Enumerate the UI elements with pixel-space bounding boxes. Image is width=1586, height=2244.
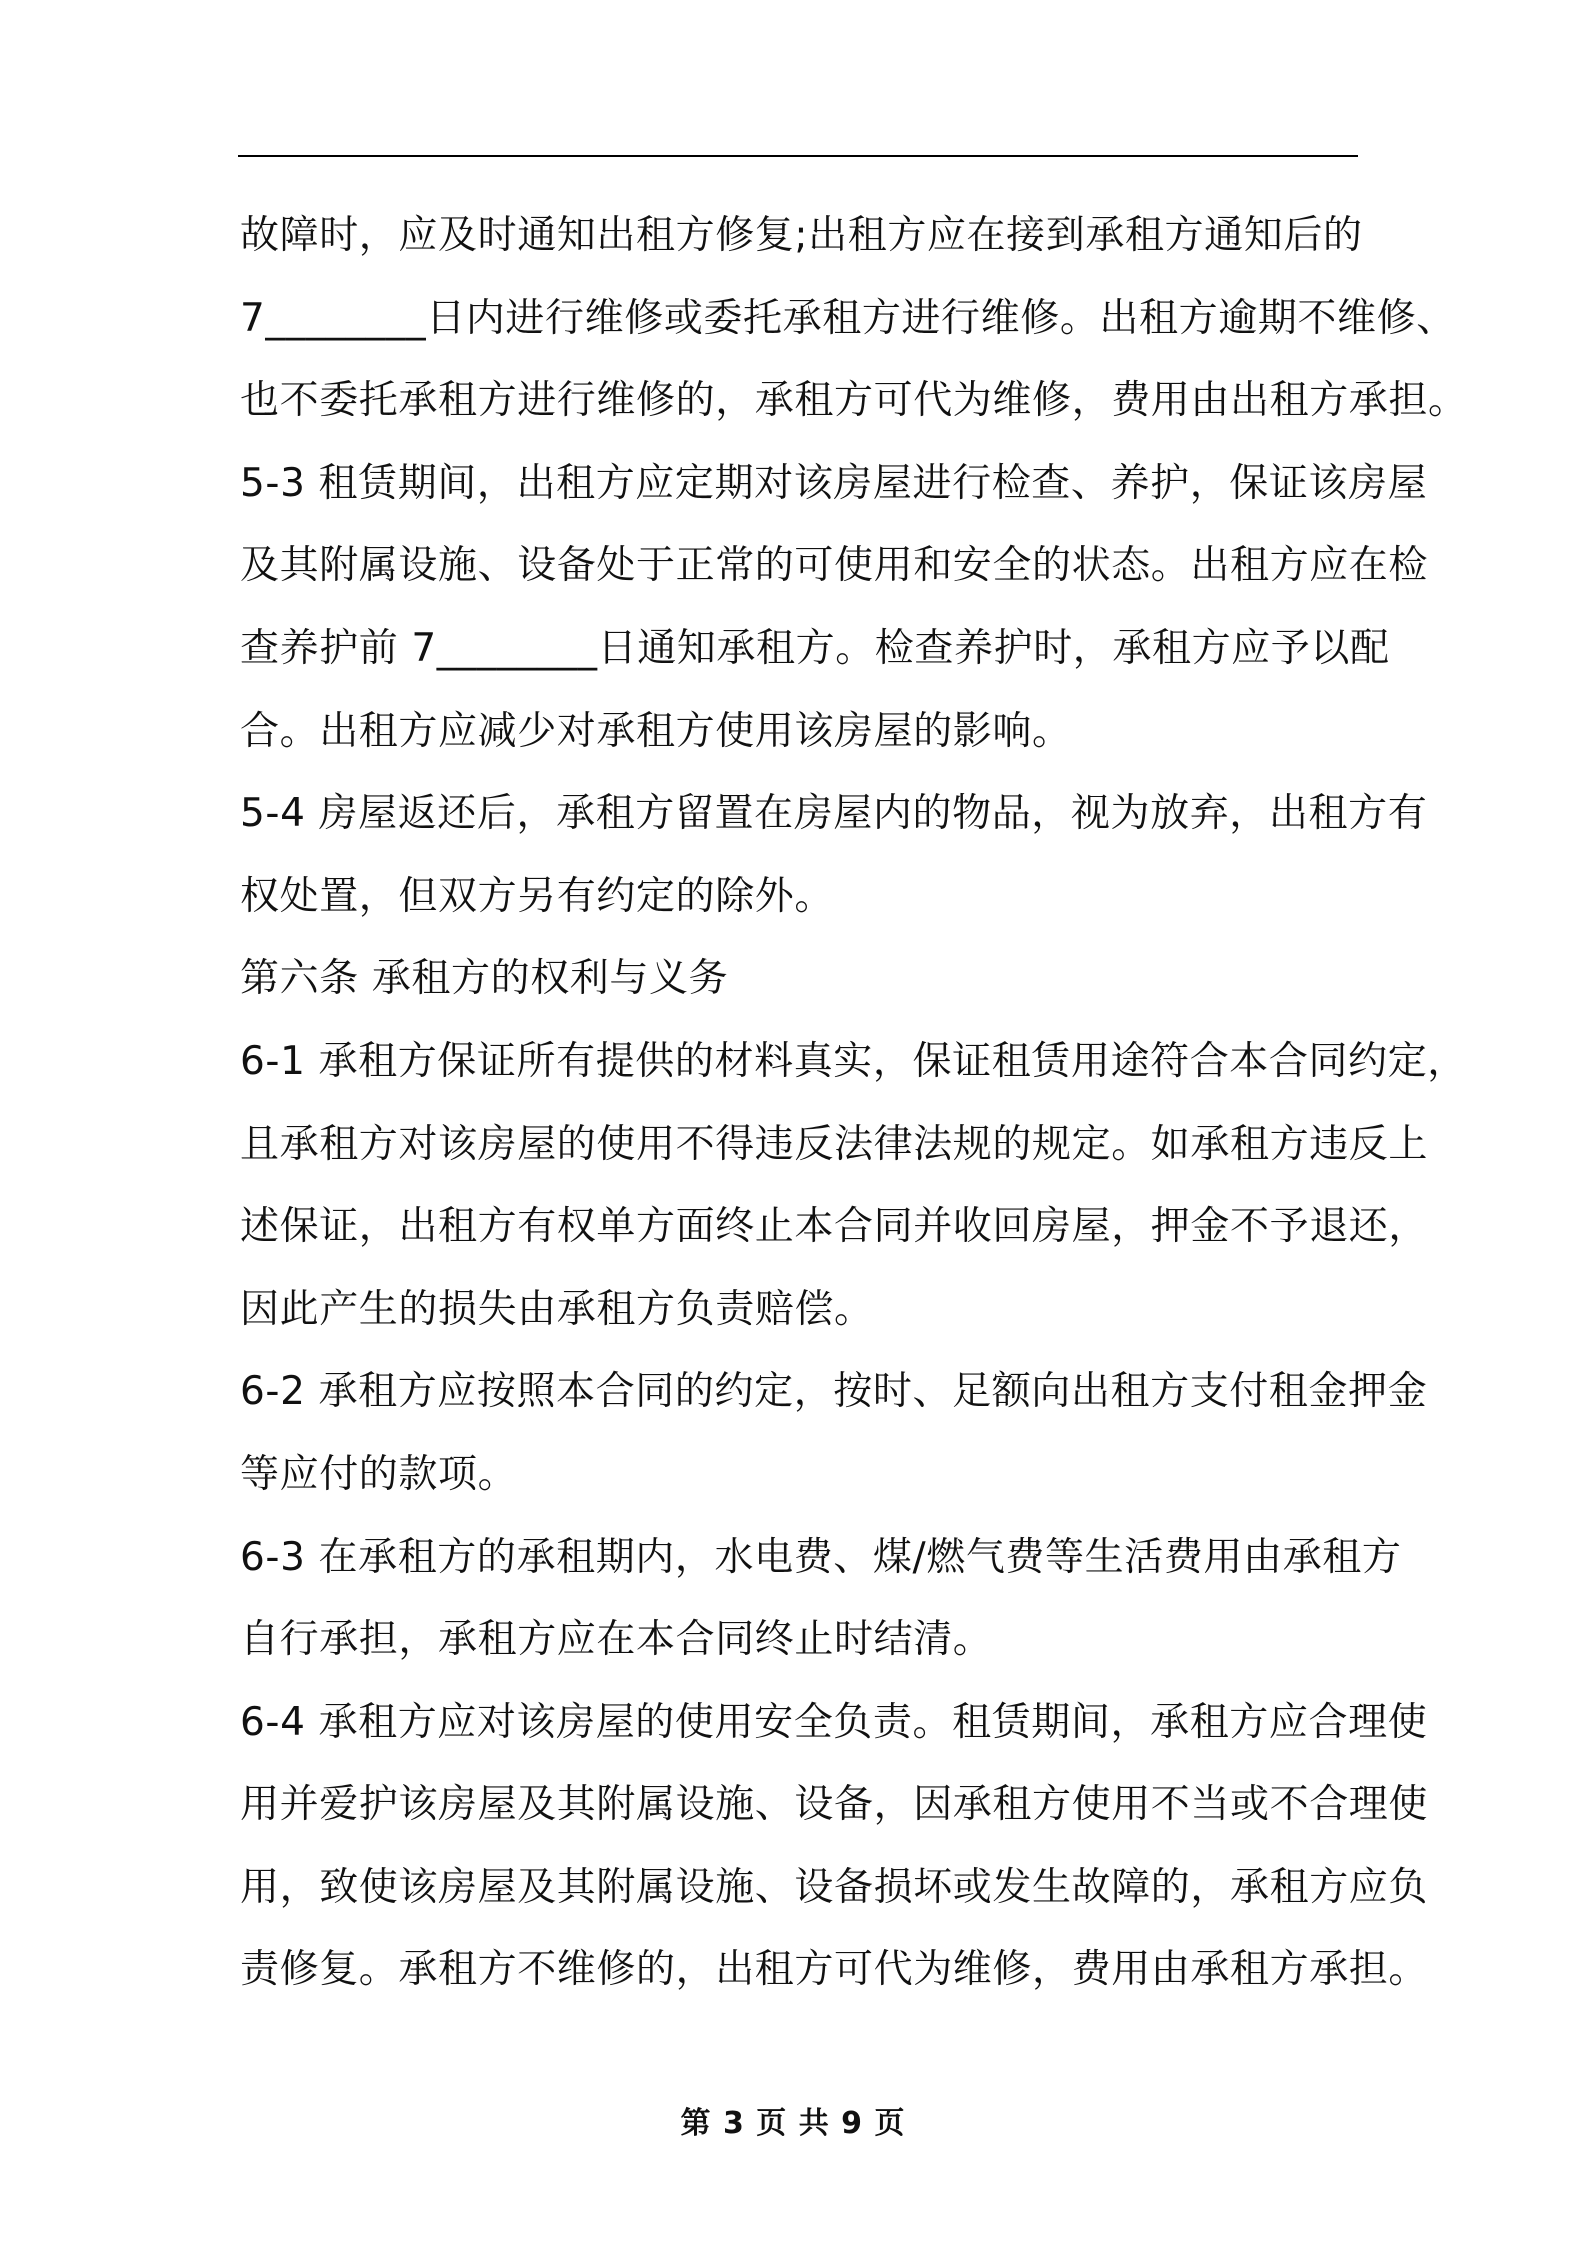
text-line: 因此产生的损失由承租方负责赔偿。 — [240, 1286, 874, 1332]
text-line: 查养护前 7________日通知承租方。检查养护时，承租方应予以配 — [240, 625, 1390, 671]
text-line: 权处置，但双方另有约定的除外。 — [240, 873, 835, 919]
section-heading: 第六条 承租方的权利与义务 — [240, 956, 729, 1002]
text-line: 故障时，应及时通知出租方修复;出租方应在接到承租方通知后的 — [240, 213, 1363, 258]
text-line: 用，致使该房屋及其附属设施、设备损坏或发生故障的，承租方应负 — [240, 1864, 1429, 1910]
text-line: 5-3 租赁期间，出租方应定期对该房屋进行检查、养护，保证该房屋 — [240, 460, 1428, 506]
text-line: 及其附属设施、设备处于正常的可使用和安全的状态。出租方应在检 — [240, 543, 1429, 589]
text-line: 也不委托承租方进行维修的，承租方可代为维修，费用由出租方承担。 — [240, 378, 1468, 424]
text-line: 6-2 承租方应按照本合同的约定，按时、足额向出租方支付租金押金 — [240, 1369, 1428, 1415]
header-rule — [238, 155, 1358, 157]
text-line: 等应付的款项。 — [240, 1451, 518, 1497]
text-line: 6-4 承租方应对该房屋的使用安全负责。租赁期间，承租方应合理使 — [240, 1699, 1428, 1745]
text-line: 自行承担，承租方应在本合同终止时结清。 — [240, 1617, 993, 1663]
text-line: 责修复。承租方不维修的，出租方可代为维修，费用由承租方承担。 — [240, 1947, 1429, 1993]
text-line: 合。出租方应减少对承租方使用该房屋的影响。 — [240, 708, 1072, 754]
text-line: 述保证，出租方有权单方面终止本合同并收回房屋，押金不予退还， — [240, 1204, 1429, 1250]
text-line: 7________日内进行维修或委托承租方进行维修。出租方逾期不维修、 — [240, 295, 1456, 341]
text-line: 6-3 在承租方的承租期内，水电费、煤/燃气费等生活费用由承租方 — [240, 1534, 1402, 1580]
contract-body-text — [240, 195, 1468, 2012]
text-line: 5-4 房屋返还后，承租方留置在房屋内的物品，视为放弃，出租方有 — [240, 791, 1428, 837]
page-number-footer: 第 3 页 共 9 页 — [680, 2106, 906, 2141]
text-line: 6-1 承租方保证所有提供的材料真实，保证租赁用途符合本合同约定， — [240, 1038, 1467, 1084]
text-line: 且承租方对该房屋的使用不得违反法律法规的规定。如承租方违反上 — [240, 1121, 1429, 1167]
text-line: 用并爱护该房屋及其附属设施、设备，因承租方使用不当或不合理使 — [240, 1782, 1429, 1828]
